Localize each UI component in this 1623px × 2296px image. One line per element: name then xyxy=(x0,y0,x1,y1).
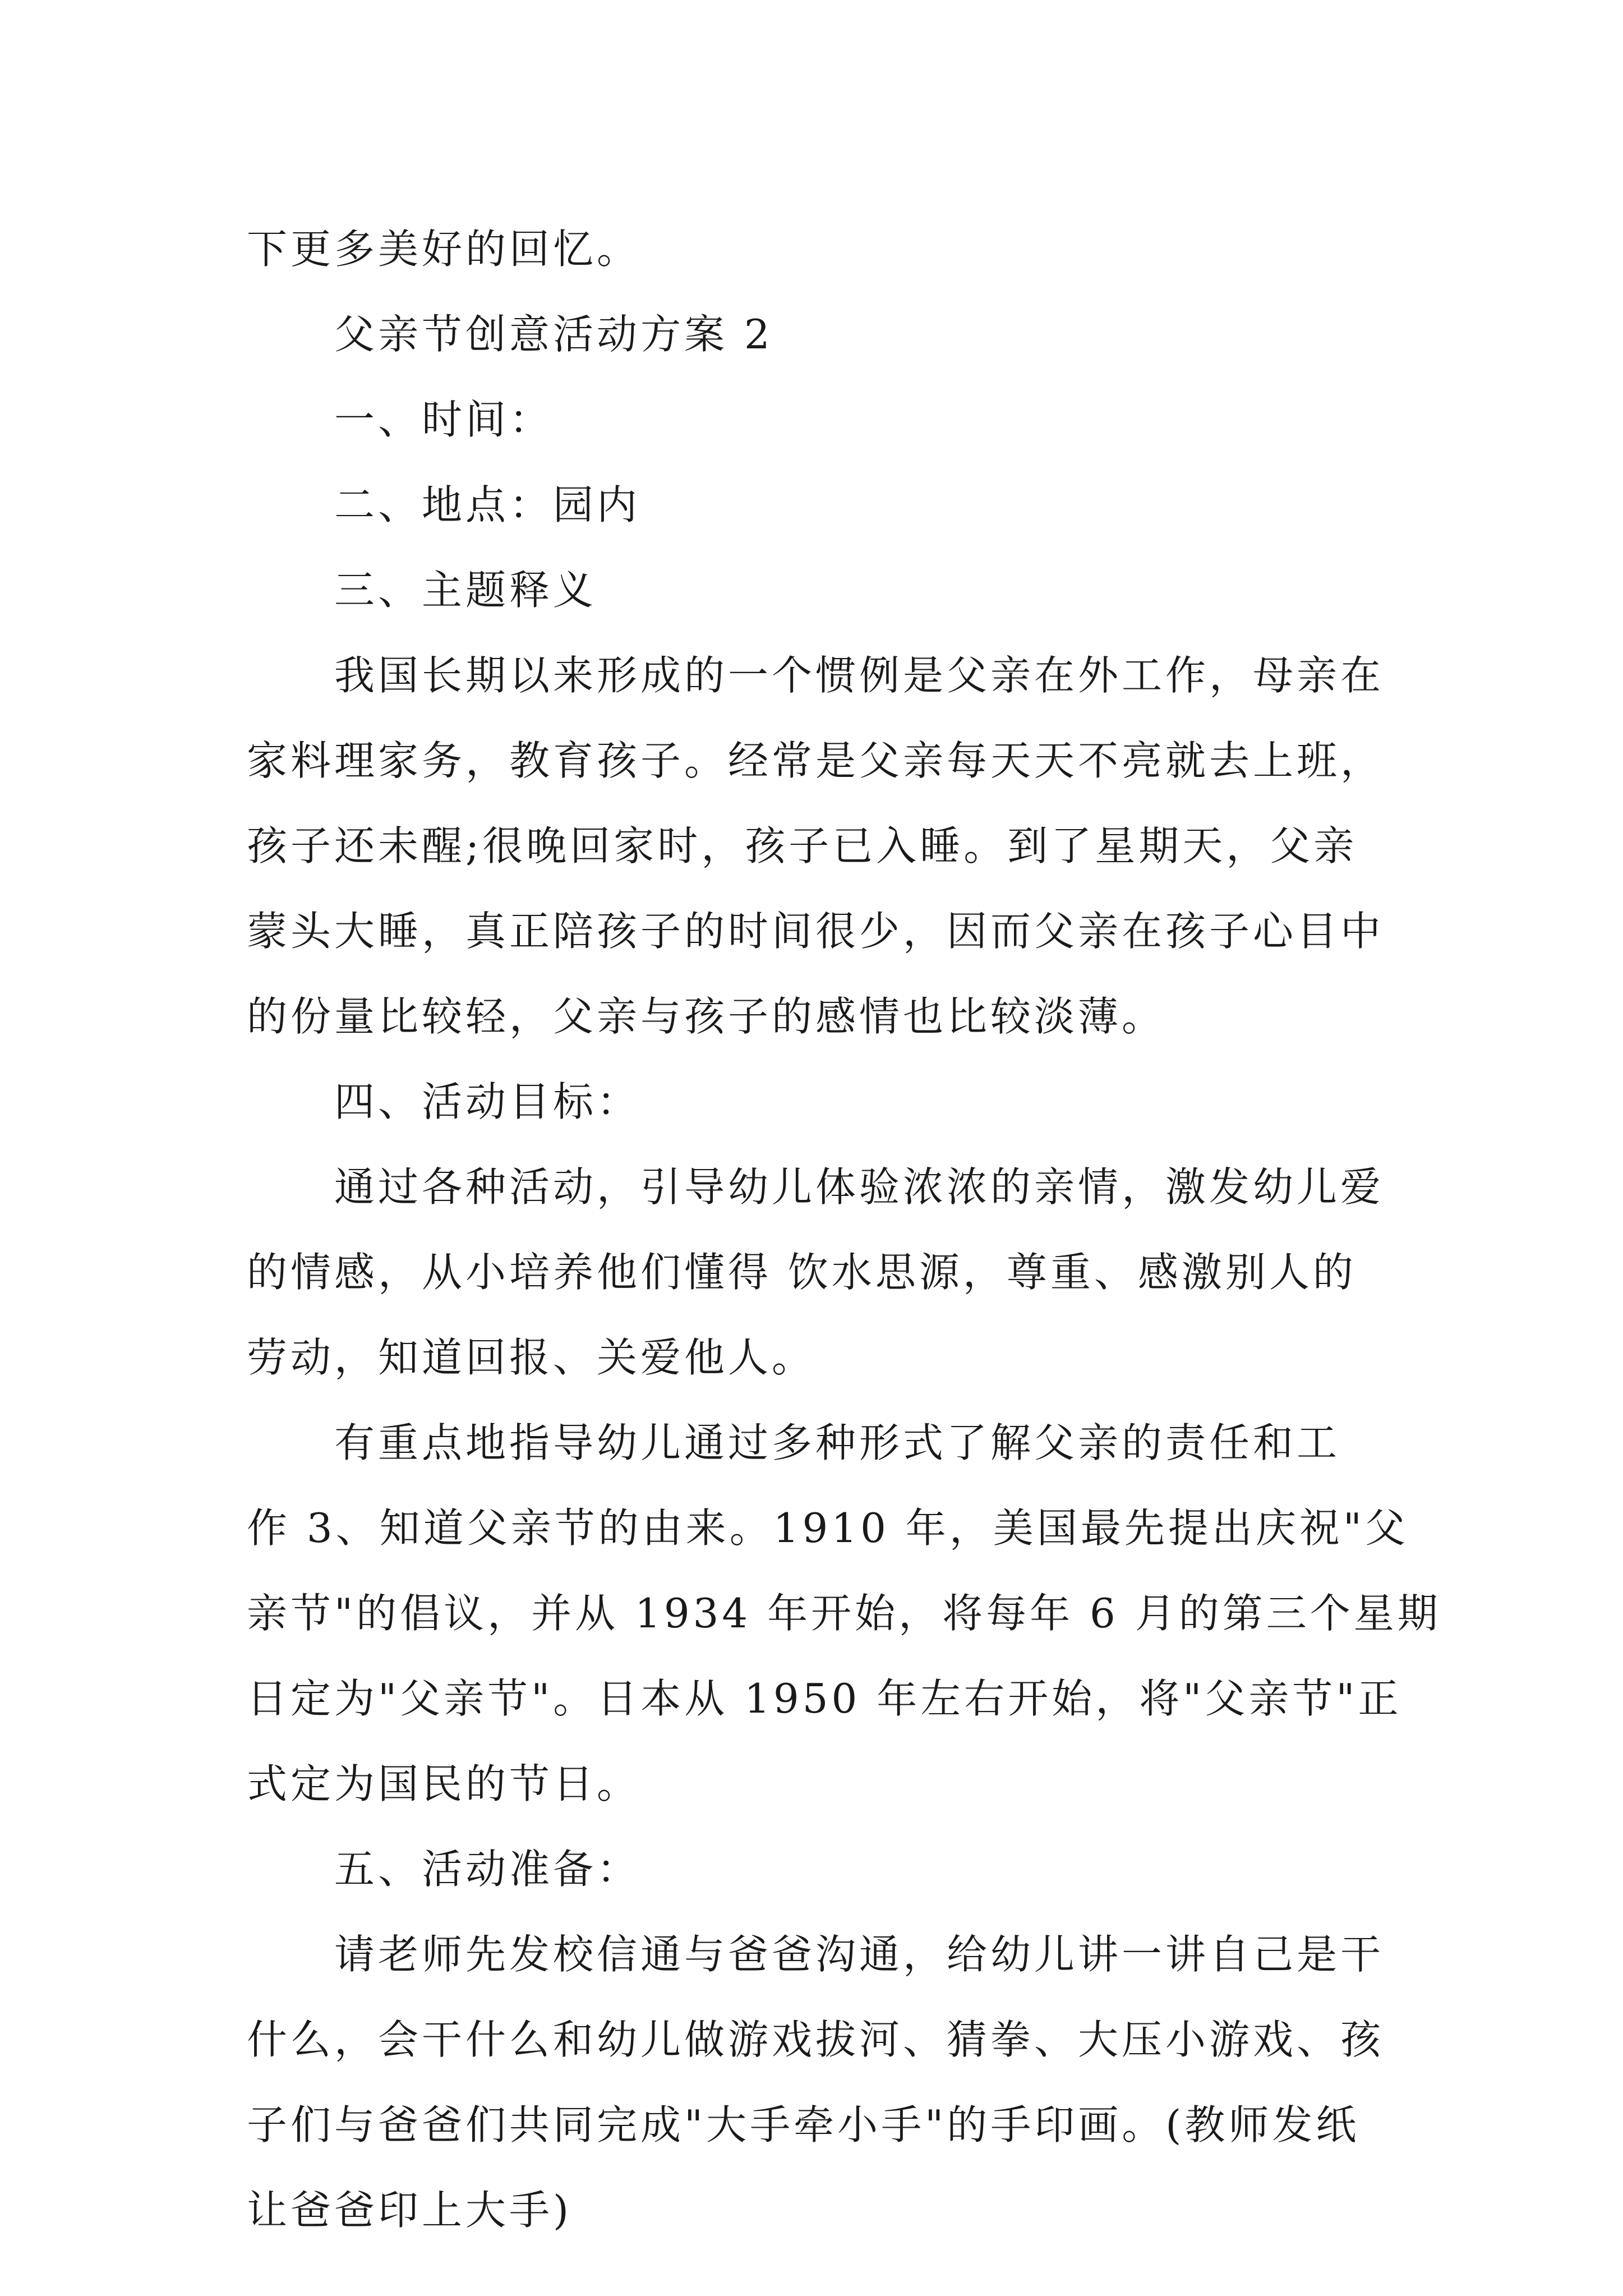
paragraph-continuation-line: 下更多美好的回忆。 xyxy=(247,226,641,273)
section-title: 父亲节创意活动方案 2 xyxy=(334,311,773,358)
heading-theme: 三、主题释义 xyxy=(334,567,597,614)
origin-paragraph-line: 作 3、知道父亲节的由来。1910 年，美国最先提出庆祝"父 xyxy=(247,1504,1409,1552)
theme-paragraph-line: 家料理家务，教育孩子。经常是父亲每天天不亮就去上班， xyxy=(247,737,1385,784)
heading-time: 一、时间： xyxy=(334,396,554,443)
theme-paragraph-line: 孩子还未醒;很晚回家时，孩子已入睡。到了星期天，父亲 xyxy=(247,822,1358,869)
heading-location: 二、地点：园内 xyxy=(334,481,641,528)
origin-paragraph-line: 式定为国民的节日。 xyxy=(247,1760,641,1807)
preparation-paragraph-line: 让爸爸印上大手) xyxy=(247,2187,573,2234)
origin-paragraph-line: 日定为"父亲节"。日本从 1950 年左右开始，将"父亲节"正 xyxy=(247,1675,1402,1722)
theme-paragraph-line: 的份量比较轻，父亲与孩子的感情也比较淡薄。 xyxy=(247,993,1166,1040)
origin-paragraph-line: 亲节"的倡议，并从 1934 年开始，将每年 6 月的第三个星期 xyxy=(247,1590,1441,1637)
heading-preparation: 五、活动准备： xyxy=(334,1846,641,1893)
preparation-paragraph-line: 请老师先发校信通与爸爸沟通，给幼儿讲一讲自己是干 xyxy=(334,1931,1385,1978)
goals-paragraph-line: 劳动，知道回报、关爱他人。 xyxy=(247,1334,816,1381)
goals-paragraph-line: 的情感，从小培养他们懂得 饮水思源，尊重、感激别人的 xyxy=(247,1249,1357,1296)
document-body xyxy=(247,206,1441,2253)
heading-goals: 四、活动目标： xyxy=(334,1078,641,1125)
theme-paragraph-line: 蒙头大睡，真正陪孩子的时间很少，因而父亲在孩子心目中 xyxy=(247,908,1385,955)
preparation-paragraph-line: 子们与爸爸们共同完成"大手牵小手"的手印画。(教师发纸 xyxy=(247,2101,1360,2148)
theme-paragraph-line: 我国长期以来形成的一个惯例是父亲在外工作，母亲在 xyxy=(334,652,1385,699)
goals-paragraph-line: 通过各种活动，引导幼儿体验浓浓的亲情，激发幼儿爱 xyxy=(334,1163,1385,1211)
preparation-paragraph-line: 什么，会干什么和幼儿做游戏拔河、猜拳、大压小游戏、孩 xyxy=(247,2016,1385,2063)
origin-paragraph-line: 有重点地指导幼儿通过多种形式了解父亲的责任和工 xyxy=(334,1419,1341,1466)
